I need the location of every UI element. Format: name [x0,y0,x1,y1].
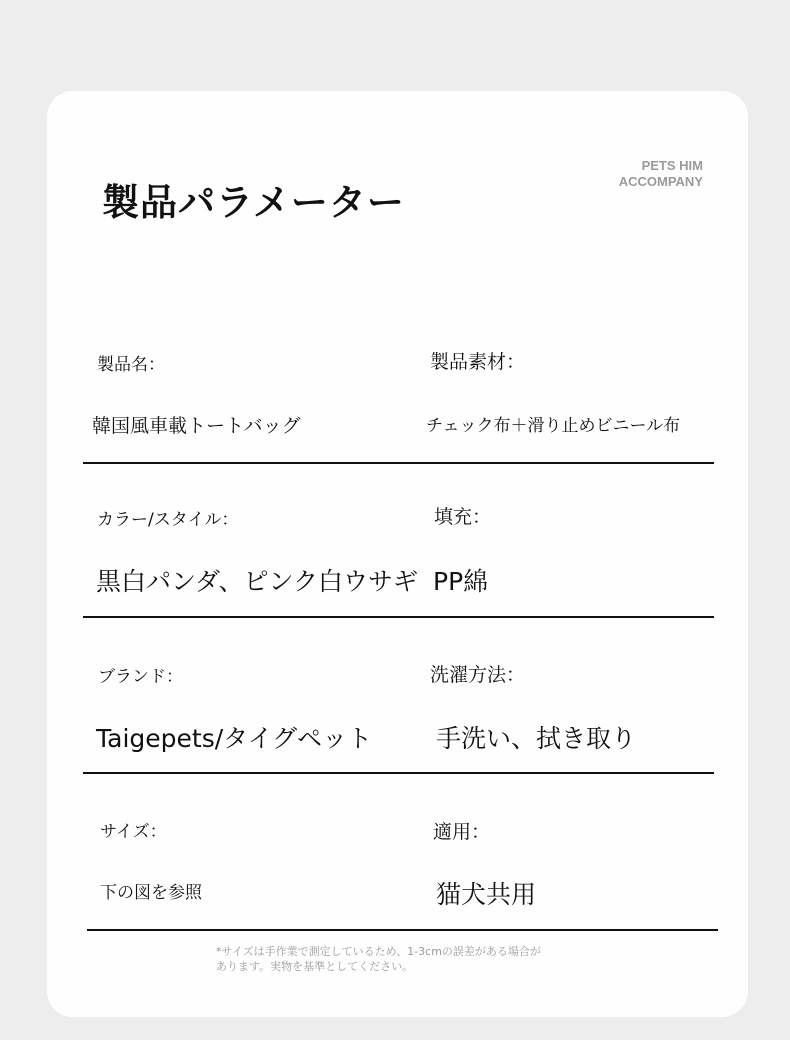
brand-logo [560,158,703,190]
color-style-value: 黒白パンダ、ピンク白ウサギ [96,567,419,596]
footnote-line-2: あります。実物を基準としてください。 [216,960,414,973]
brand-label: ブランド： [98,667,183,687]
washing-method-label: 洗濯方法： [430,664,526,686]
size-value: 下の図を参照 [100,883,202,903]
row-divider [83,462,714,464]
size-label: サイズ： [100,822,167,842]
material-value: チェック布＋滑り止めビニール布 [426,416,681,436]
footnote-line-1: *サイズは手作業で測定しているため、1-3cmの誤差がある場合が [216,945,541,958]
washing-method-value: 手洗い、拭き取り [436,724,637,753]
page-title: 製品パラメーター [102,181,405,224]
brand-line-1: PETS HIM [641,158,703,173]
suitable-for-label: 適用： [433,821,491,843]
row-divider [83,772,714,774]
filling-label: 填充： [434,506,492,528]
product-name-label: 製品名： [97,355,165,375]
filling-value: PP綿 [433,567,489,596]
color-style-label: カラー/スタイル： [97,510,239,530]
size-footnote [216,944,596,974]
row-divider [83,616,714,618]
brand-value: Taigepets/タイグペット [96,724,373,753]
row-divider [87,929,718,931]
material-label: 製品素材： [430,351,526,373]
brand-line-2: ACCOMPANY [618,174,703,189]
product-name-value: 韓国風車載トートバッグ [92,415,301,437]
suitable-for-value: 猫犬共用 [436,880,537,909]
